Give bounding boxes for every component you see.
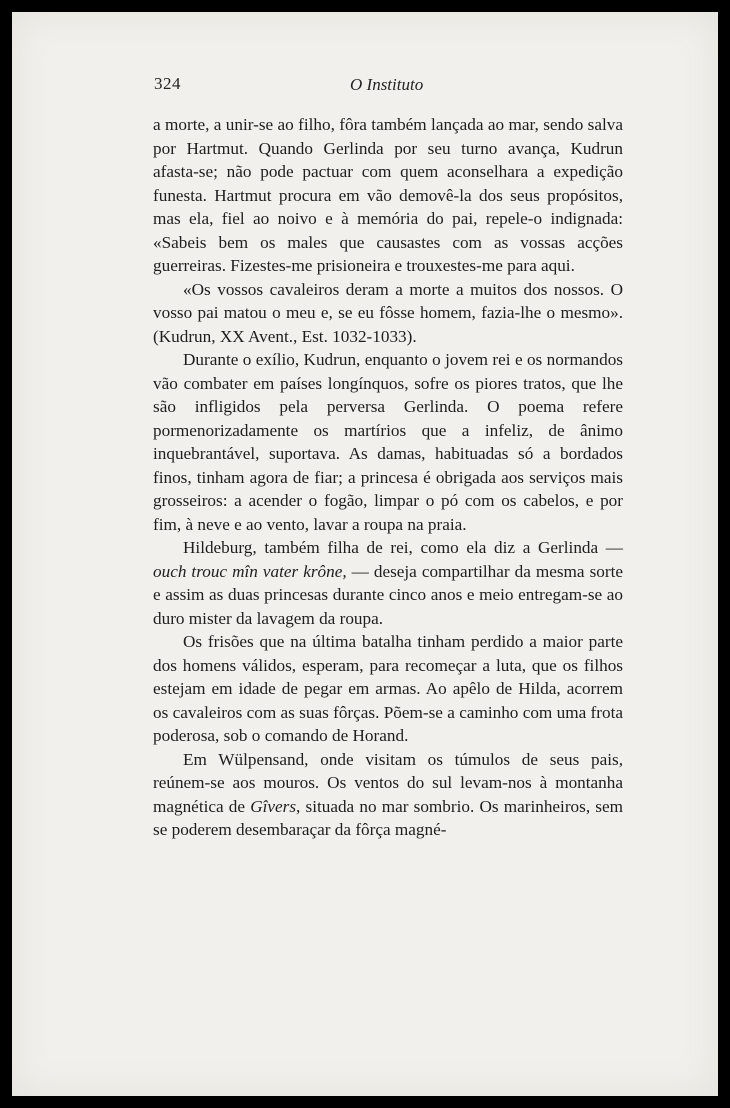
paragraph-2 bbox=[153, 278, 623, 349]
paragraph-1-text: a morte, a unir-se ao filho, fôra também lançada ao mar, sendo salva por Hartmut. Quando Gerlinda por seu turno avança, Kudrun afasta-se; não pode pactuar com quem aconselhara a expedição funesta. Hartmut procura em vão demovê-la dos seus propósitos, mas ela, fiel ao noivo e à memória do pai, repele-o indignada: «Sabeis bem os males que causastes com as vossas acções guerreiras. Fizestes-me prisioneira e trouxestes-me para aqui. bbox=[153, 115, 623, 275]
paragraph-6-text-b: , situada no mar sombrio. Os marinheiros, sem se poderem desembaraçar da fôrça magné- bbox=[153, 796, 623, 839]
body-text bbox=[153, 113, 623, 842]
paragraph-1 bbox=[153, 113, 623, 278]
running-title: O Instituto bbox=[350, 75, 424, 94]
paragraph-4 bbox=[153, 536, 623, 630]
paragraph-2-text: «Os vossos cavaleiros deram a morte a muitos dos nossos. O vosso pai matou o meu e, se eu fôsse homem, fazia-lhe o mesmo». (Kudrun, XX Avent., Est. 1032-1033). bbox=[153, 279, 623, 346]
paragraph-5-text: Os frisões que na última batalha tinham perdido a maior parte dos homens válidos, esperam, para recomeçar a luta, que os filhos estejam em idade de pegar em armas. Ao apêlo de Hilda, acorrem os cavaleiros com as suas fôrças. Põem-se a caminho com uma frota poderosa, sob o comando de Horand. bbox=[153, 632, 623, 745]
page-header bbox=[154, 74, 584, 104]
paragraph-4-text-a: Hildeburg, também filha de rei, como ela diz a Gerlinda — bbox=[183, 538, 623, 557]
paragraph-3 bbox=[153, 348, 623, 536]
paragraph-4-quote-italic: ouch trouc mîn vater krône, bbox=[153, 561, 347, 581]
page-number: 324 bbox=[154, 74, 181, 93]
paragraph-5 bbox=[153, 630, 623, 748]
paragraph-6 bbox=[153, 748, 623, 842]
book-page bbox=[12, 12, 718, 1096]
paragraph-4-text-b: — deseja compartilhar da mesma sorte e assim as duas princesas durante cinco anos e meio entregam-se ao duro mister da lavagem da roupa. bbox=[153, 561, 623, 628]
paragraph-6-place-italic: Gîvers bbox=[250, 796, 297, 816]
paragraph-6-text-a: Em Wülpensand, onde visitam os túmulos de seus pais, reúnem-se aos mouros. Os ventos do sul levam-nos à montanha magnética de bbox=[153, 749, 623, 816]
paragraph-3-text: Durante o exílio, Kudrun, enquanto o jovem rei e os normandos vão combater em países longínquos, sofre os piores tratos, que lhe são infligidos pela perversa Gerlinda. O poema refere pormenorizadamente os martírios que a infeliz, de ânimo inquebrantável, suportava. As damas, habituadas só a bordados finos, tinham agora de fiar; a princesa é obrigada aos serviços mais grosseiros: a acender o fogão, limpar o pó com os cabelos, e por fim, à neve e ao vento, lavar a roupa na praia. bbox=[153, 350, 623, 534]
